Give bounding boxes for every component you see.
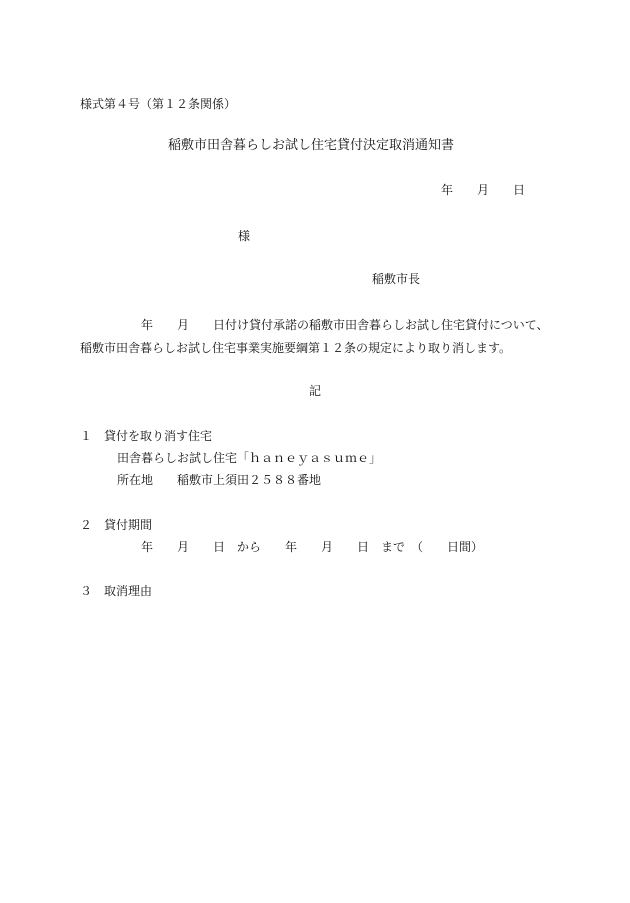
section-2-period: 年 月 日 から 年 月 日 まで （ 日間） [141, 540, 484, 554]
section-1-house: 田舎暮らしお試し住宅「ｈａｎｅｙａｓｕｍｅ」 [117, 451, 382, 465]
section-2-heading: ２ 貸付期間 [80, 518, 153, 532]
sender: 稲敷市長 [372, 272, 421, 286]
section-1-heading: １ 貸付を取り消す住宅 [80, 429, 213, 443]
body-line-2: 稲敷市田舎暮らしお試し住宅事業実施要綱第１２条の規定により取り消します。 [80, 341, 512, 355]
document-title: 稲敷市田舎暮らしお試し住宅貸付決定取消通知書 [168, 138, 455, 153]
section-1-location: 所在地 稲敷市上須田２５８８番地 [117, 473, 322, 487]
form-number: 様式第４号（第１２条関係） [80, 97, 237, 111]
body-line-1: 年 月 日付け貸付承諾の稲敷市田舎暮らしお試し住宅貸付について、 [141, 318, 549, 332]
addressee-suffix: 様 [238, 229, 251, 243]
section-3-heading: ３ 取消理由 [80, 584, 153, 598]
ki-mark: 記 [309, 384, 322, 398]
date-line: 年 月 日 [441, 183, 526, 197]
